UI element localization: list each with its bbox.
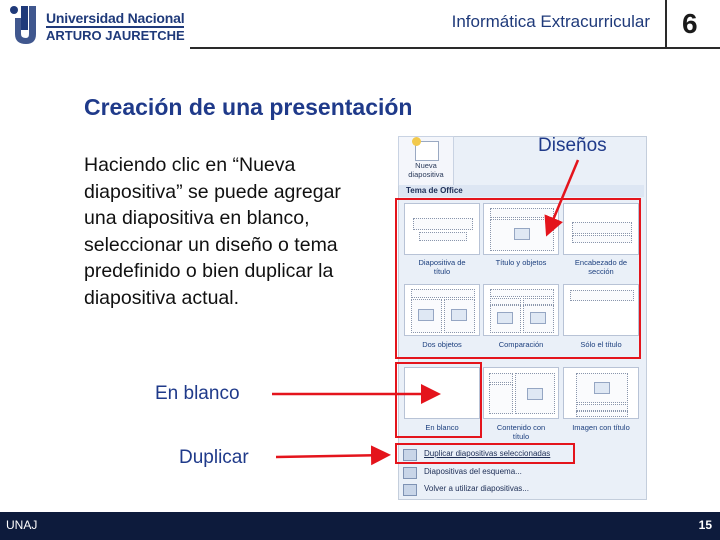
outline-slides-icon xyxy=(403,467,417,479)
university-logo xyxy=(6,4,186,46)
callout-duplicate: Duplicar xyxy=(179,447,249,468)
new-slide-label-line2: diapositiva xyxy=(408,170,444,179)
layout-label: Sólo el título xyxy=(580,340,622,349)
layout-label: Encabezado de xyxy=(574,258,628,267)
layout-content-with-caption[interactable] xyxy=(483,367,559,419)
new-slide-button[interactable] xyxy=(398,136,454,186)
header-rule xyxy=(190,47,720,49)
arrow-duplicate xyxy=(276,455,386,457)
layout-label: Título y objetos xyxy=(495,258,547,267)
university-logo-icon xyxy=(6,4,40,46)
section-number: 6 xyxy=(682,8,698,39)
menu-item-reuse-slides[interactable]: Volver a utilizar diapositivas... xyxy=(399,481,644,497)
layout-label: En blanco xyxy=(425,423,459,432)
layout-picture-with-caption[interactable] xyxy=(563,367,639,419)
page-number: 15 xyxy=(698,518,712,532)
layout-label: título xyxy=(433,267,451,276)
menu-item-outline-slides[interactable]: Diapositivas del esquema... xyxy=(399,464,644,480)
slide-body-text: Haciendo clic en “Nueva diapositiva” se puede agregar una diapositiva en blanco, seleccionar un diseño o tema predefinido o bien duplicar la diapositiva actual. xyxy=(84,154,341,309)
content-placeholder-icon xyxy=(527,388,543,400)
slide-footer xyxy=(0,512,720,540)
layout-label: Contenido con xyxy=(496,423,546,432)
reuse-slides-icon xyxy=(403,484,417,496)
footer-institution: UNAJ xyxy=(6,518,38,532)
layout-label: título xyxy=(512,432,530,441)
duplicate-highlight-box xyxy=(395,443,575,464)
layout-label: sección xyxy=(588,267,614,276)
layout-label: Imagen con título xyxy=(572,423,630,432)
gallery-section-header: Tema de Office xyxy=(399,185,644,197)
course-title: Informática Extracurricular xyxy=(451,12,650,31)
layout-label: Diapositiva de xyxy=(418,258,466,267)
university-name-line1: Universidad Nacional xyxy=(46,10,185,26)
callout-blank: En blanco xyxy=(155,383,240,404)
blank-highlight-box xyxy=(395,362,482,438)
layout-label: Dos objetos xyxy=(422,340,462,349)
designs-highlight-box xyxy=(395,198,641,359)
university-name-line2: ARTURO JAURETCHE xyxy=(46,28,185,43)
new-slide-icon xyxy=(415,141,439,161)
callout-designs: Diseños xyxy=(538,135,607,156)
picture-placeholder-icon xyxy=(594,382,610,394)
header-separator xyxy=(665,0,667,49)
new-slide-label-line1: Nueva xyxy=(415,161,437,170)
layout-label: Comparación xyxy=(498,340,544,349)
slide-title: Creación de una presentación xyxy=(84,94,413,120)
menu-item-duplicate[interactable]: Duplicar diapositivas seleccionadas xyxy=(399,446,644,462)
